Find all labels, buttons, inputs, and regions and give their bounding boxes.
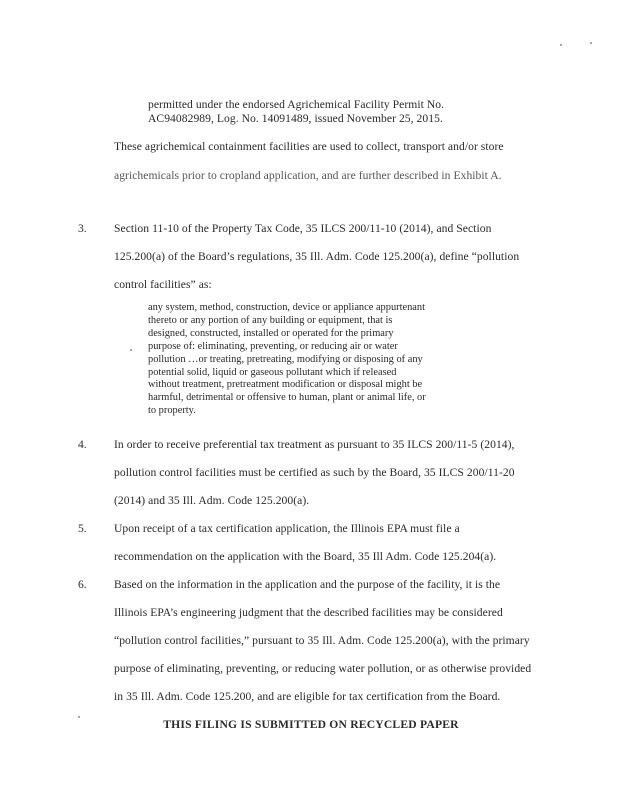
paragraph-3-line-1: Section 11-10 of the Property Tax Code, 35 ILCS 200/11-10 (2014), and Section	[114, 222, 492, 235]
continuation-line-2: AC94082989, Log. No. 14091489, issued November 25, 2015.	[148, 112, 443, 125]
quote-line: designed, constructed, installed or operated for the primary	[148, 327, 394, 339]
quote-line: any system, method, construction, device or appliance appurtenant	[148, 302, 425, 313]
paragraph-3-line-2: 125.200(a) of the Board’s regulations, 35 Ill. Adm. Code 125.200(a), define “pollution	[114, 250, 520, 263]
paragraph-number: 4.	[78, 438, 87, 451]
paragraph-6-line-2: Illinois EPA’s engineering judgment that the described facilities may be considered	[114, 606, 503, 619]
continuation-line-1: permitted under the endorsed Agrichemical Facility Permit No.	[148, 98, 445, 111]
paragraph-4-line-2: pollution control facilities must be certified as such by the Board, 35 ILCS 200/11-20	[114, 466, 515, 479]
quote-line: without treatment, pretreatment modification or disposal might be	[148, 379, 423, 391]
quote-line: purpose of: eliminating, preventing, or reducing air or water	[148, 340, 398, 352]
paragraph-6-line-4: purpose of eliminating, preventing, or reducing water pollution, or as otherwise provided	[114, 662, 532, 675]
scan-speck	[590, 42, 592, 44]
paragraph-4-line-3: (2014) and 35 Ill. Adm. Code 125.200(a).	[114, 494, 310, 507]
quote-line: potential solid, liquid or gaseous pollutant which if released	[148, 366, 397, 378]
paragraph-number: 3.	[78, 222, 87, 235]
scan-speck	[560, 44, 562, 46]
paragraph-6-line-5: in 35 Ill. Adm. Code 125.200, and are eligible for tax certification from the Board.	[114, 690, 501, 703]
quote-line: to property.	[148, 405, 196, 417]
paragraph-5-line-2: recommendation on the application with the Board, 35 Ill Adm. Code 125.204(a).	[114, 550, 497, 563]
paragraph-3-line-3: control facilities” as:	[114, 278, 212, 291]
intro-line-1: These agrichemical containment facilities are used to collect, transport and/or store	[114, 140, 504, 153]
scan-speck	[78, 716, 80, 718]
paragraph-5-line-1: Upon receipt of a tax certification application, the Illinois EPA must file a	[114, 522, 460, 535]
paragraph-4-line-1: In order to receive preferential tax treatment as pursuant to 35 ILCS 200/11-5 (2014),	[114, 438, 515, 451]
intro-line-2: agrichemicals prior to cropland application, and are further described in Exhibit A.	[114, 169, 502, 182]
block-quote	[148, 302, 471, 418]
quote-line: thereto or any portion of any building or equipment, that is	[148, 314, 393, 326]
scan-speck	[130, 349, 132, 351]
recycled-paper-footer: THIS FILING IS SUBMITTED ON RECYCLED PAPER	[163, 718, 459, 731]
quote-line: harmful, detrimental or offensive to human, plant or animal life, or	[148, 392, 426, 404]
quote-line: pollution …or treating, pretreating, modifying or disposing of any	[148, 353, 423, 365]
paragraph-6-line-1: Based on the information in the application and the purpose of the facility, it is the	[114, 578, 501, 591]
paragraph-number: 5.	[78, 522, 87, 535]
paragraph-6-line-3: “pollution control facilities,” pursuant to 35 Ill. Adm. Code 125.200(a), with the primary	[114, 634, 530, 647]
paragraph-number: 6.	[78, 578, 87, 591]
